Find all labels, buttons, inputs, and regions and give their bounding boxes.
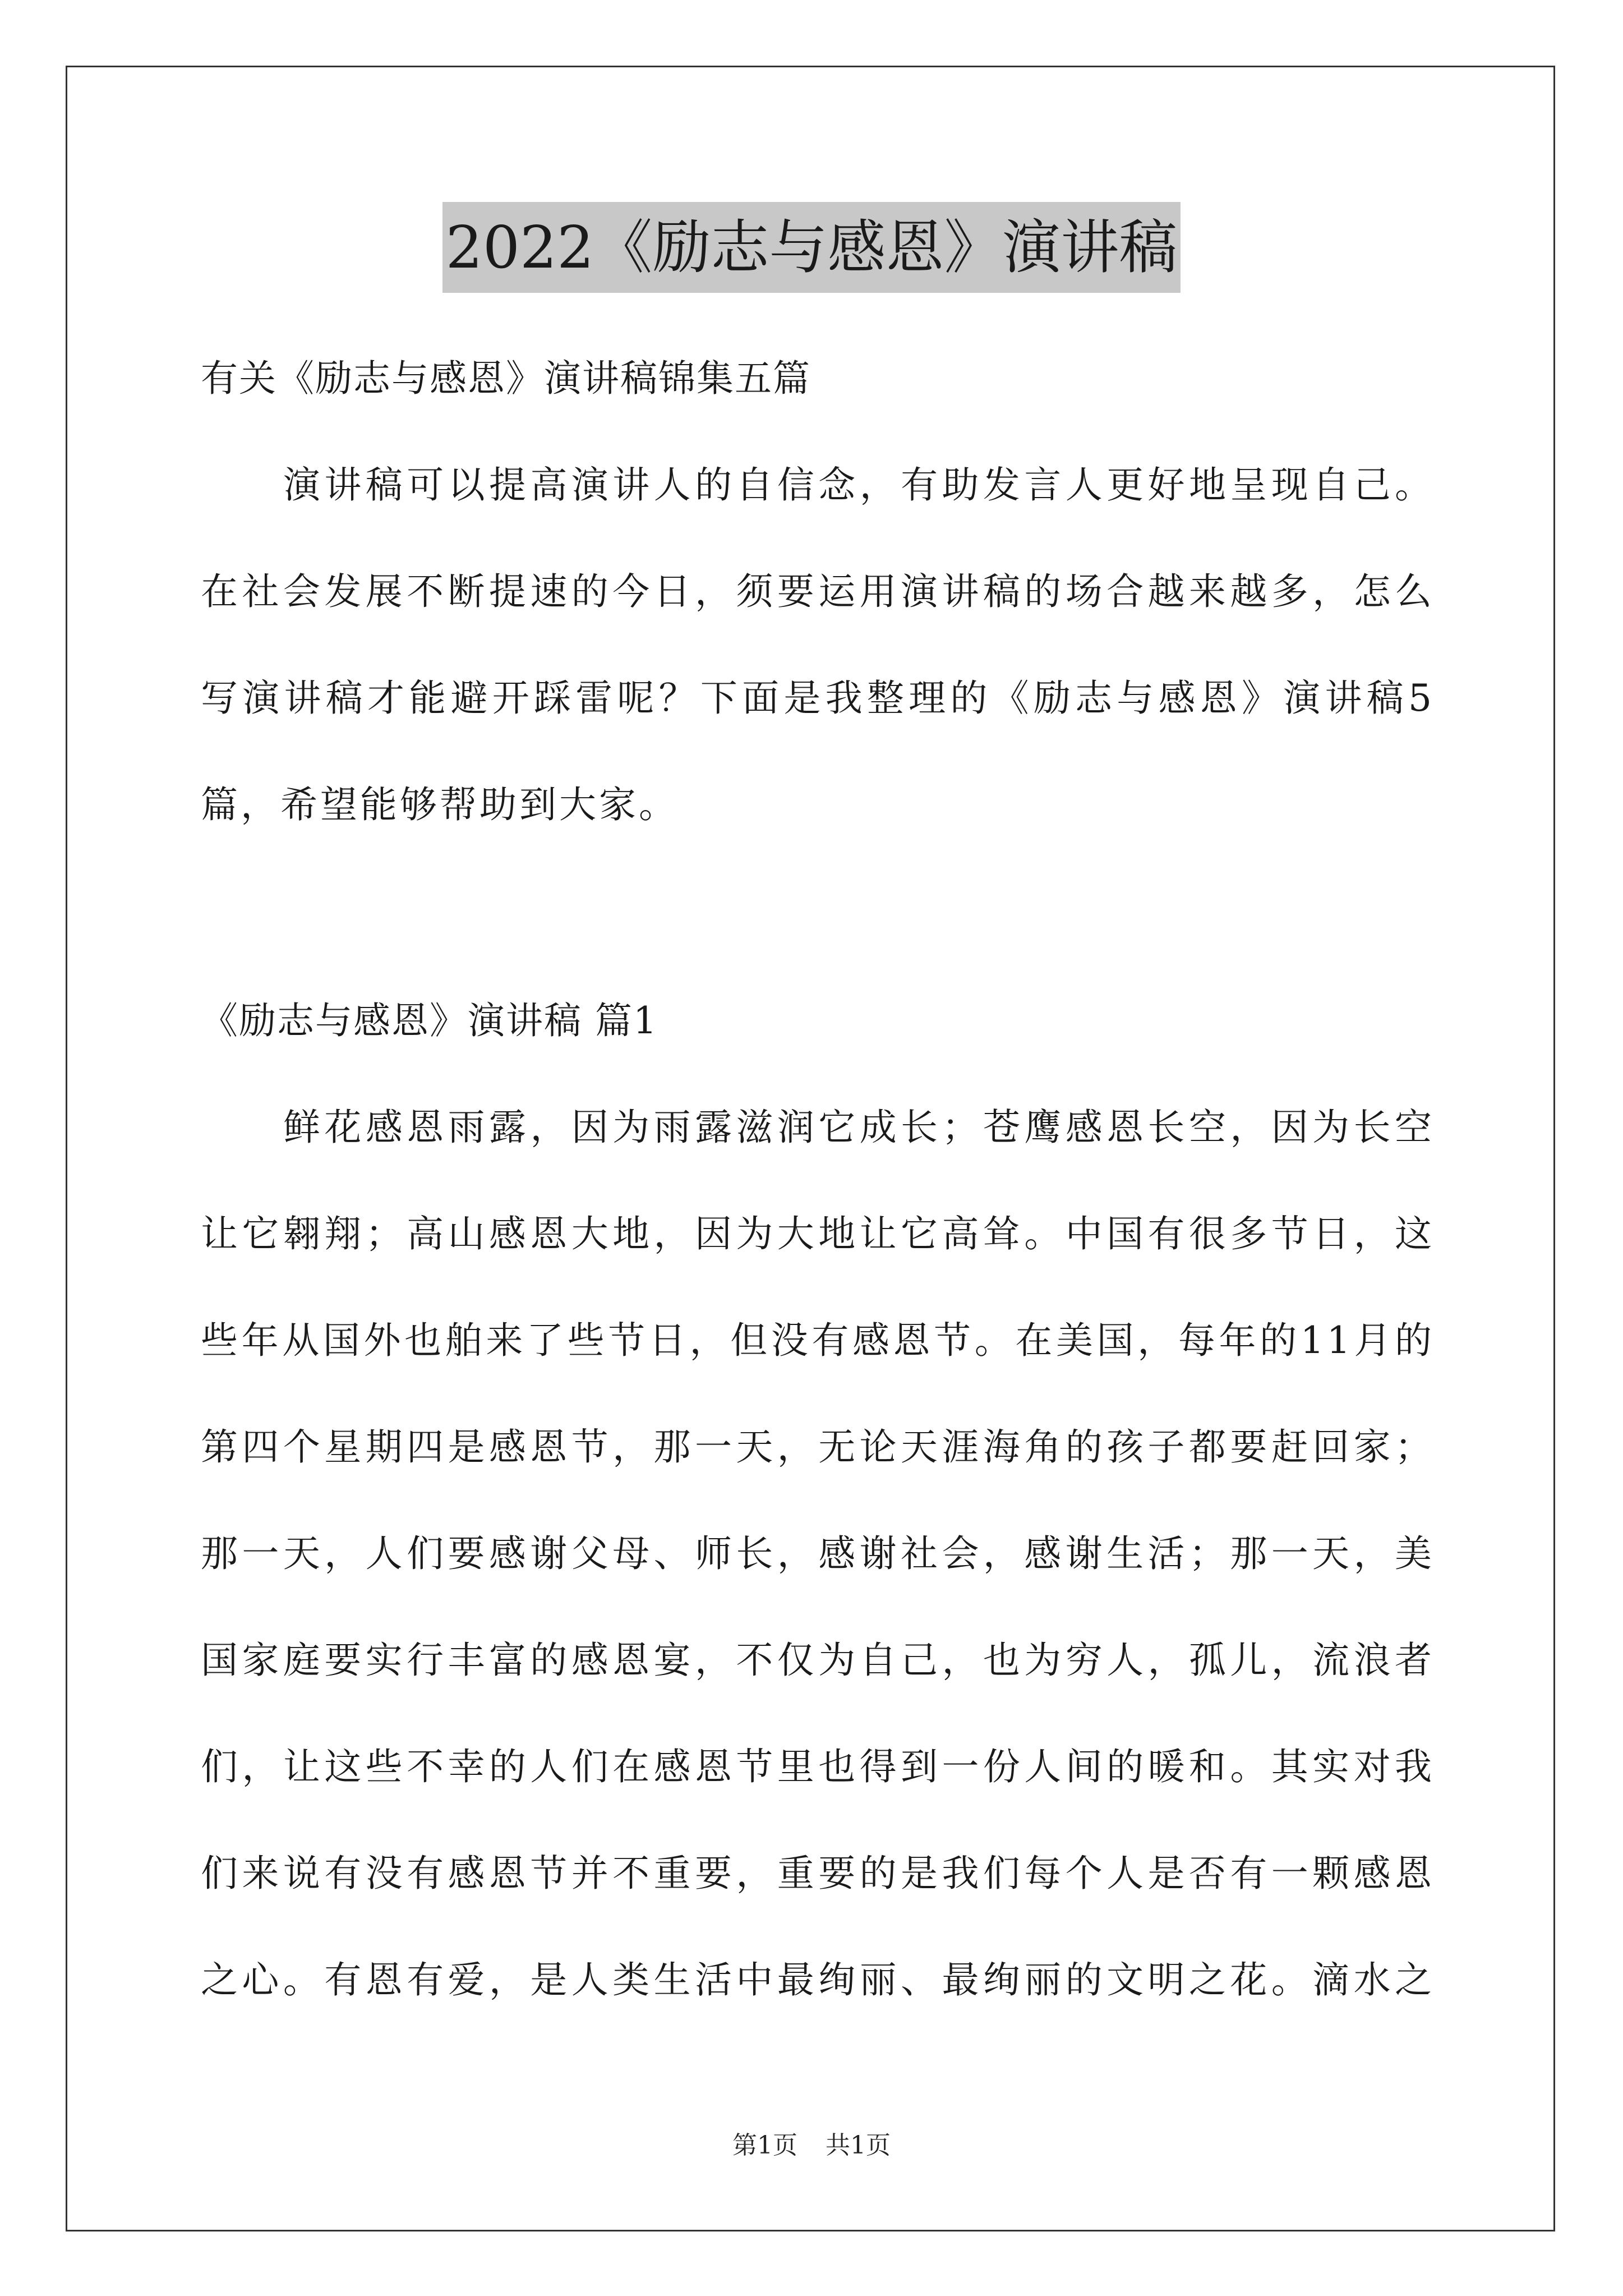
body-line: 们，让这些不幸的人们在感恩节里也得到一份人间的暖和。其实对我 [201, 1745, 1435, 1788]
body-line: 那一天，人们要感谢父母、师长，感谢社会，感谢生活；那一天，美 [201, 1532, 1435, 1575]
body-line: 鲜花感恩雨露，因为雨露滋润它成长；苍鹰感恩长空，因为长空 [283, 1106, 1435, 1149]
section-heading: 《励志与感恩》演讲稿 篇1 [201, 999, 658, 1042]
body-line: 第四个星期四是感恩节，那一天，无论天涯海角的孩子都要赶回家； [201, 1425, 1435, 1469]
document-title: 2022《励志与感恩》演讲稿 [442, 202, 1181, 293]
document-subtitle: 有关《励志与感恩》演讲稿锦集五篇 [201, 357, 811, 400]
intro-line: 在社会发展不断提速的今日，须要运用演讲稿的场合越来越多，怎么 [201, 570, 1435, 613]
title-block [0, 202, 1623, 293]
body-line: 之心。有恩有爱，是人类生活中最绚丽、最绚丽的文明之花。滴水之 [201, 1958, 1435, 2001]
page-number: 第1页 [732, 2131, 797, 2160]
body-line: 些年从国外也舶来了些节日，但没有感恩节。在美国，每年的11月的 [201, 1319, 1435, 1362]
body-line: 让它翱翔；高山感恩大地，因为大地让它高耸。中国有很多节日，这 [201, 1212, 1435, 1255]
intro-line: 篇，希望能够帮助到大家。 [201, 783, 679, 826]
body-line: 国家庭要实行丰富的感恩宴，不仅为自己，也为穷人，孤儿，流浪者 [201, 1639, 1435, 1682]
page-total: 共1页 [826, 2131, 891, 2160]
intro-line: 演讲稿可以提高演讲人的自信念，有助发言人更好地呈现自己。 [283, 463, 1435, 507]
page-footer [0, 2129, 1623, 2162]
body-line: 们来说有没有感恩节并不重要，重要的是我们每个人是否有一颗感恩 [201, 1852, 1435, 1895]
intro-line: 写演讲稿才能避开踩雷呢？下面是我整理的《励志与感恩》演讲稿5 [201, 677, 1435, 720]
